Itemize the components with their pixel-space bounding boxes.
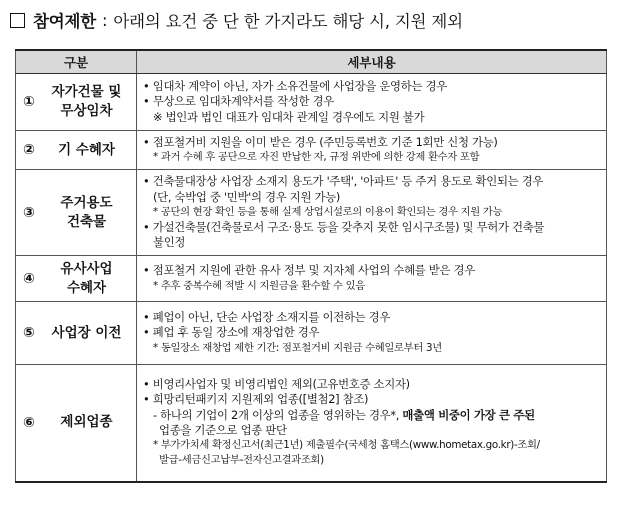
detail-line: • 건축물대장상 사업장 소재지 용도가 '주택', '아파트' 등 주거 용도로 확인되는 경우 xyxy=(143,174,544,189)
category-label xyxy=(43,194,136,232)
details-cell xyxy=(137,74,607,131)
detail-line: • 가설건축물(건축물로서 구조·용도 등을 갖추지 못한 임시구조물) 및 무허가 건축물 xyxy=(143,220,545,235)
detail-line: (단, 숙박업 중 '민박'의 경우 지원 가능) xyxy=(153,189,341,204)
header-category: 구분 xyxy=(16,50,137,74)
table-row xyxy=(16,131,607,170)
category-cell xyxy=(16,131,137,170)
category-line: 사업장 이전 xyxy=(51,324,122,341)
category-cell xyxy=(16,256,137,302)
category-cell xyxy=(16,365,137,482)
details-cell xyxy=(137,131,607,170)
row-number: ⑤ xyxy=(23,325,35,341)
category-line: 제외업종 xyxy=(60,414,113,431)
category-cell xyxy=(16,74,137,131)
table-row xyxy=(16,170,607,256)
row-number: ③ xyxy=(23,204,35,221)
row-number: ② xyxy=(23,142,35,158)
title-description: 아래의 요건 중 단 한 가지라도 해당 시, 지원 제외 xyxy=(113,12,463,31)
table-header-row xyxy=(16,50,607,74)
detail-note: * 공단의 현장 확인 등을 통해 실제 상업시설로의 이용이 확인되는 경우 지원 가능 xyxy=(153,205,503,218)
detail-line: 불인정 xyxy=(153,235,186,250)
table-row xyxy=(16,365,607,482)
title-keyword: 참여제한 xyxy=(33,12,96,31)
detail-note: ※ 법인과 법인 대표가 임대차 관계일 경우에도 지원 불가 xyxy=(153,109,425,124)
detail-line: • 점포철거비 지원을 이미 받은 경우 (주민등록번호 기준 1회만 신청 가능) xyxy=(143,134,498,149)
detail-line: • 점포철거 지원에 관한 유사 정부 및 지자체 사업의 수혜를 받은 경우 xyxy=(143,263,475,278)
detail-note: 발급-세금신고납부-전자신고결과조회) xyxy=(159,454,324,467)
restriction-table xyxy=(15,49,607,483)
category-line: 수혜자 xyxy=(66,279,107,296)
category-line: 주거용도 xyxy=(60,194,113,211)
detail-line: • 비영리사업자 및 비영리법인 제외(고유번호증 소지자) xyxy=(143,377,410,392)
category-line: 유사사업 xyxy=(60,260,113,277)
title-colon: : xyxy=(101,10,108,30)
category-cell xyxy=(16,170,137,256)
category-label xyxy=(43,260,136,298)
detail-text: - 하나의 기업이 2개 이상의 업종을 영위하는 경우*, xyxy=(153,407,400,422)
details-cell xyxy=(137,302,607,365)
category-label xyxy=(43,413,136,432)
detail-note: * 과거 수혜 후 공단으로 자진 반납한 자, 규정 위반에 의한 강제 환수자 포함 xyxy=(153,151,480,163)
detail-line: • 희망리턴패키지 지원제외 업종([별첨2] 참조) xyxy=(143,392,369,407)
detail-note: * 추후 중복수혜 적발 시 지원금을 환수할 수 있음 xyxy=(153,279,365,292)
table-row xyxy=(16,74,607,131)
section-title xyxy=(10,6,463,34)
detail-line: • 폐업 후 동일 장소에 재창업한 경우 xyxy=(143,325,320,340)
detail-line: • 임대차 계약이 아닌, 자가 소유건물에 사업장을 운영하는 경우 xyxy=(143,79,447,94)
category-cell xyxy=(16,302,137,365)
table-row xyxy=(16,256,607,302)
checkbox-square-icon xyxy=(10,13,25,28)
category-line: 건축물 xyxy=(66,213,107,230)
table-row xyxy=(16,302,607,365)
row-number: ⑥ xyxy=(23,414,35,431)
category-label xyxy=(43,141,136,160)
detail-line xyxy=(143,408,602,423)
detail-line: • 무상으로 임대차계약서를 작성한 경우 xyxy=(143,94,334,109)
row-number: ④ xyxy=(23,270,35,287)
detail-line: 업종을 기준으로 업종 판단 xyxy=(159,422,287,437)
details-cell xyxy=(137,170,607,256)
detail-note: * 부가가치세 확정신고서(최근1년) 제출필수(국세청 홈택스(www.hometax.go.kr)-조회/ xyxy=(153,438,540,451)
details-cell xyxy=(137,256,607,302)
detail-note: * 동일장소 재창업 제한 기간: 점포철거비 지원금 수혜일로부터 3년 xyxy=(153,341,442,354)
category-label xyxy=(43,83,136,121)
category-line: 무상임차 xyxy=(60,103,113,119)
row-number: ① xyxy=(23,94,35,110)
category-label xyxy=(43,324,136,343)
category-line: 기 수혜자 xyxy=(58,141,115,158)
detail-line: • 폐업이 아닌, 단순 사업장 소재지를 이전하는 경우 xyxy=(143,310,391,325)
category-line: 자가건물 및 xyxy=(51,84,122,100)
header-details: 세부내용 xyxy=(137,50,607,74)
details-cell xyxy=(137,365,607,482)
detail-emphasis: 매출액 비중이 가장 큰 주된 xyxy=(402,407,535,422)
